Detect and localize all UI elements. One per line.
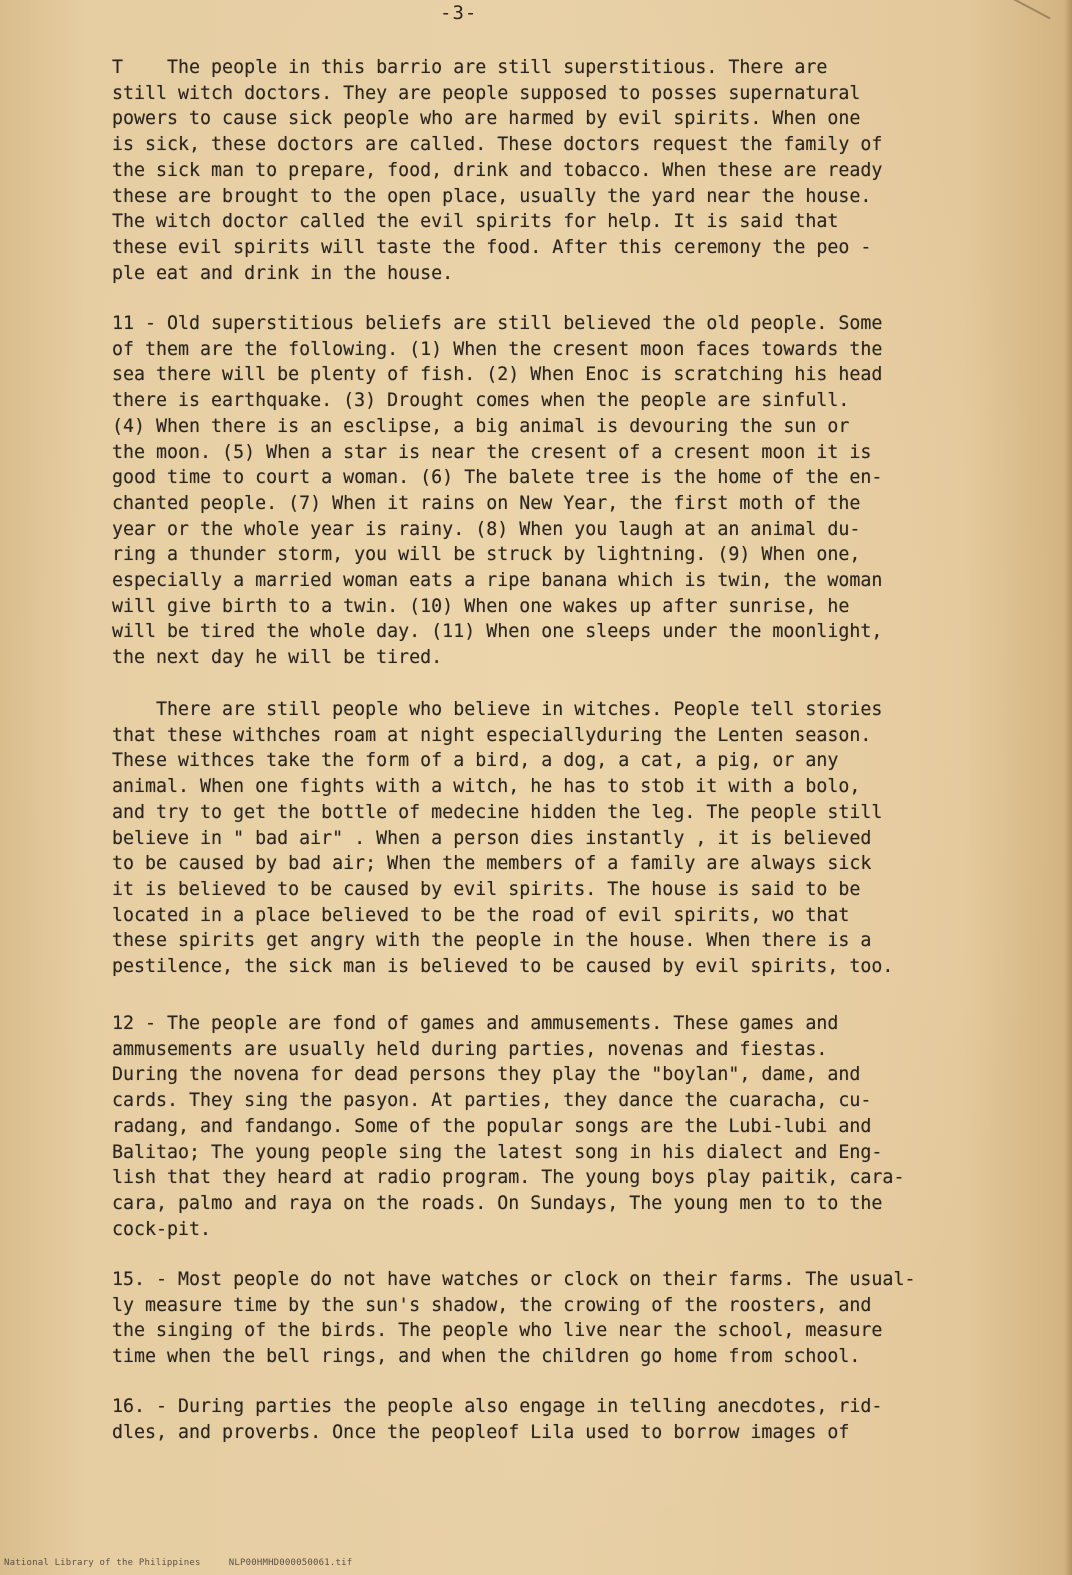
paragraph-witches: There are still people who believe in witches. People tell stories that these withches roam at night especiallyduring the Lenten season. These withces take the form of a bird, a dog, a cat, a pig, or any animal. When one fights with a witch, he has to stob it with a bolo, and try to get the bottle of medecine hidden the leg. The people still believe in " bad air" . When a person dies instantly , it is believed to be caused by bad air; When the members of a family are always sick it is believed to be caused by evil spirits. The house is said to be located in a place believed to be the road of evil spirits, wo that these spirits get angry with the people in the house. When there is a pestilence, the sick man is believed to be caused by evil spirits, too. xyxy=(112,699,894,978)
paragraph-15-measuring-time: 15. - Most people do not have watches or clock on their farms. The usual- ly measure time by the sun's shadow, the crowing of the roosters, and the singing of the birds. The people who live near the school, measure time when the bell rings, and when the children go home from school. xyxy=(112,1269,916,1368)
paragraph-16-parties: 16. - During parties the people also engage in telling anecdotes, rid- dles, and proverbs. Once the peopleof Lila used to borrow images of xyxy=(112,1396,883,1443)
page-number: -3- xyxy=(440,2,478,24)
page-edge-shadow xyxy=(1064,0,1072,1575)
paragraph-superstitions-witch-doctors: T The people in this barrio are still superstitious. There are still witch doctors. They are people supposed to posses supernatural powers to cause sick people who are harmed by evil spirits. When one is sick, these doctors are called. These doctors request the family of the sick man to prepare, food, drink and tobacco. When these are ready these are brought to the open place, usually the yard near the house. The witch doctor called the evil spirits for help. It is said that these evil spirits will taste the food. After this ceremony the peo - ple eat and drink in the house. xyxy=(112,57,883,284)
paragraph-12-games-amusements: 12 - The people are fond of games and ammusements. These games and ammusements are usually held during parties, novenas and fiestas. During the novena for dead persons they play the "boylan", dame, and cards. They sing the pasyon. At parties, they dance the cuaracha, cu- radang, and fandango. Some of the popular songs are the Lubi-lubi and Balitao; The young people sing the latest song in his dialect and Eng- lish that they heard at radio program. The young boys play paitik, cara- cara, palmo and raya on the roads. On Sundays, The young men to to the cock-pit. xyxy=(112,1013,905,1240)
page-corner-crease xyxy=(1006,0,1060,19)
paragraph-11-old-beliefs: 11 - Old superstitious beliefs are still believed the old people. Some of them are the following. (1) When the cresent moon faces towards the sea there will be plenty of fish. (2) When Enoc is scratching his head there is earthquake. (3) Drought comes when the people are sinfull. (4) When there is an esclipse, a big animal is devouring the sun or the moon. (5) When a star is near the cresent of a cresent moon it is good time to court a woman. (6) The balete tree is the home of the en- chanted people. (7) When it rains on New Year, the first moth of the year or the whole year is rainy. (8) When you laugh at an animal du- ring a thunder storm, you will be struck by lightning. (9) When one, especially a married woman eats a ripe banana which is twin, the woman will give birth to a twin. (10) When one wakes up after sunrise, he will be tired the whole day. (11) When one sleeps under the moonlight, the next day he will be tired. xyxy=(112,313,883,669)
archive-footer: National Library of the Philippines NLP00HMHD000050061.tif xyxy=(4,1558,353,1568)
